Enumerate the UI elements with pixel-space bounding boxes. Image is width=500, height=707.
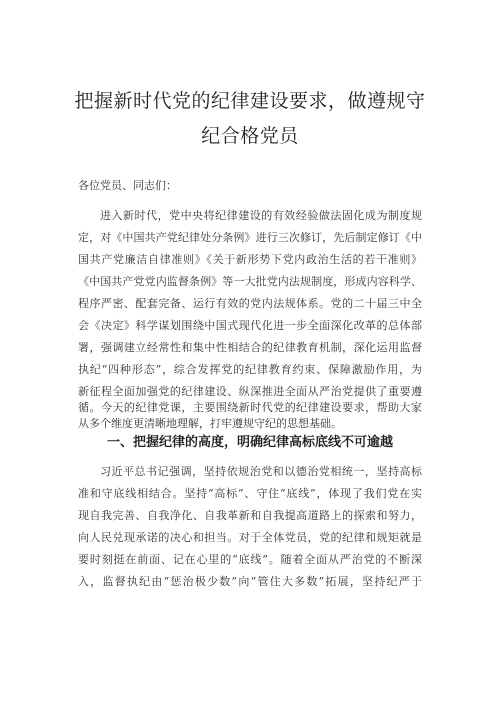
intro-line: 会《决定》科学谋划围绕中国式现代化进一步全面深化改革的总体部 xyxy=(78,319,422,332)
greeting: 各位党员、同志们： xyxy=(78,179,177,192)
section-1-line: 准和守底线相结合。坚持“高标”、守住“底线”，体现了我们党在实 xyxy=(78,487,422,500)
document-title-line-1: 把握新时代党的纪律建设要求，做遵规守 xyxy=(74,90,426,112)
section-1-line: 要时刻挺在前面、记在心里的“底线”。随着全面从严治党的不断深 xyxy=(78,553,422,566)
intro-line: 程序严密、配套完备、运行有效的党内法规体系。党的二十届三中全 xyxy=(78,297,422,310)
intro-line: 从多个维度更清晰地理解，打牢遵规守纪的思想基础。 xyxy=(78,417,342,430)
section-1-line: 入，监督执纪由“惩治极少数”向“管住大多数”拓展，坚持纪严于 xyxy=(78,575,422,588)
intro-line: 新征程全面加强党的纪律建设、纵深推进全面从严治党提供了重要遵 xyxy=(78,385,422,398)
intro-line: 循。今天的纪律党课，主要围绕新时代党的纪律建设要求，帮助大家 xyxy=(78,401,422,414)
section-1-line: 向人民兑现承诺的决心和担当。对于全体党员，党的纪律和规矩就是 xyxy=(78,531,422,544)
document-title-line-2: 纪合格党员 xyxy=(201,125,299,147)
intro-line: 《中国共产党党内监督条例》等一大批党内法规制度，形成内容科学、 xyxy=(78,275,422,288)
section-1-heading: 一、把握纪律的高度，明确纪律高标底线不可逾越 xyxy=(106,435,393,450)
section-1-line: 现自我完善、自我净化、自我革新和自我提高道路上的探索和努力， xyxy=(78,509,422,522)
intro-line: 进入新时代，党中央将纪律建设的有效经验做法固化成为制度规 xyxy=(100,209,422,222)
intro-line: 国共产党廉洁自律准则》《关于新形势下党内政治生活的若干准则》 xyxy=(78,253,422,266)
intro-line: 执纪“四种形态”，综合发挥党的纪律教育约束、保障激励作用，为 xyxy=(78,363,422,376)
intro-line: 署，强调建立经常性和集中性相结合的纪律教育机制，深化运用监督 xyxy=(78,341,422,354)
intro-line: 定，对《中国共产党纪律处分条例》进行三次修订，先后制定修订《中 xyxy=(78,231,422,244)
section-1-line: 习近平总书记强调，坚持依规治党和以德治党相统一，坚持高标 xyxy=(100,465,422,478)
